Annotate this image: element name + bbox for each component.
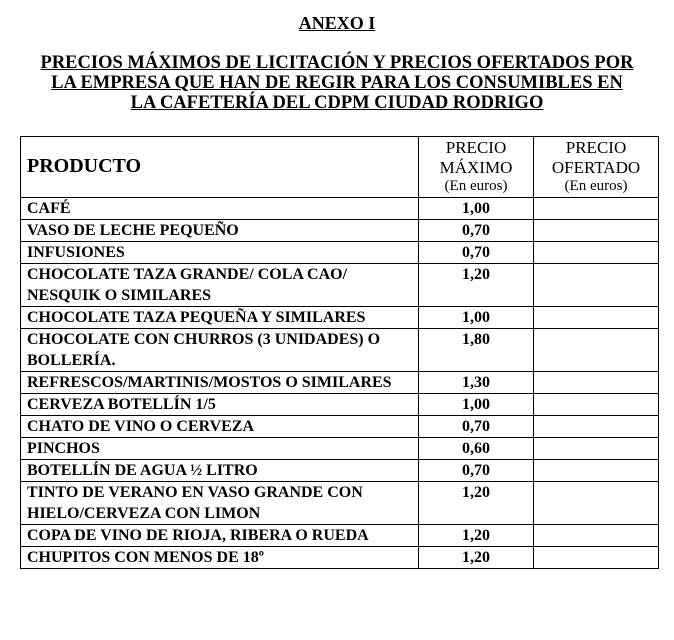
offered-price-cell[interactable] [534, 371, 659, 393]
max-price-cell: 1,00 [419, 393, 534, 415]
table-row [21, 328, 659, 371]
product-name-cell: PINCHOS [21, 437, 419, 459]
table-row [21, 415, 659, 437]
product-name-cell: REFRESCOS/MARTINIS/MOSTOS O SIMILARES [21, 371, 419, 393]
offered-price-cell[interactable] [534, 546, 659, 568]
heading-line: PRECIOS MÁXIMOS DE LICITACIÓN Y PRECIOS OFERTADOS POR [40, 53, 634, 73]
offered-price-cell[interactable] [534, 393, 659, 415]
product-name-cell: CHOCOLATE TAZA GRANDE/ COLA CAO/ NESQUIK O SIMILARES [21, 263, 419, 306]
table-row [21, 263, 659, 306]
annex-title: ANEXO I [298, 13, 376, 33]
product-name-cell: BOTELLÍN DE AGUA ½ LITRO [21, 459, 419, 481]
heading-line: LA EMPRESA QUE HAN DE REGIR PARA LOS CONSUMIBLES EN [51, 73, 623, 93]
product-name-cell: CHUPITOS CON MENOS DE 18º [21, 546, 419, 568]
table-row [21, 393, 659, 415]
product-name-cell: CAFÉ [21, 197, 419, 219]
max-price-cell: 0,70 [419, 219, 534, 241]
table-row [21, 524, 659, 546]
max-price-cell: 0,70 [419, 415, 534, 437]
price-table [20, 136, 659, 569]
product-name-cell: COPA DE VINO DE RIOJA, RIBERA O RUEDA [21, 524, 419, 546]
table-row [21, 241, 659, 263]
header-offered-price [534, 137, 659, 198]
max-price-cell: 1,20 [419, 546, 534, 568]
header-offered-price-line: PRECIO [565, 138, 627, 157]
table-row [21, 219, 659, 241]
offered-price-cell[interactable] [534, 306, 659, 328]
offered-price-cell[interactable] [534, 197, 659, 219]
max-price-cell: 1,00 [419, 197, 534, 219]
table-header-row [21, 137, 659, 198]
table-row [21, 197, 659, 219]
heading-line: LA CAFETERÍA DEL CDPM CIUDAD RODRIGO [130, 93, 544, 113]
offered-price-cell[interactable] [534, 263, 659, 306]
header-offered-price-line: OFERTADO [551, 157, 641, 177]
offered-price-cell[interactable] [534, 437, 659, 459]
header-max-price-line: PRECIO [445, 138, 507, 157]
header-max-price-line: MÁXIMO [439, 157, 513, 177]
offered-price-cell[interactable] [534, 328, 659, 371]
table-row [21, 306, 659, 328]
max-price-cell: 1,20 [419, 481, 534, 524]
max-price-cell: 0,60 [419, 437, 534, 459]
product-name-cell: CHATO DE VINO O CERVEZA [21, 415, 419, 437]
table-row [21, 437, 659, 459]
max-price-cell: 0,70 [419, 459, 534, 481]
product-name-cell: TINTO DE VERANO EN VASO GRANDE CON HIELO/CERVEZA CON LIMON [21, 481, 419, 524]
product-name-cell: CERVEZA BOTELLÍN 1/5 [21, 393, 419, 415]
table-row [21, 459, 659, 481]
max-price-cell: 0,70 [419, 241, 534, 263]
offered-price-cell[interactable] [534, 219, 659, 241]
table-row [21, 546, 659, 568]
table-row [21, 481, 659, 524]
header-product: PRODUCTO [21, 137, 419, 198]
offered-price-cell[interactable] [534, 524, 659, 546]
product-name-cell: CHOCOLATE TAZA PEQUEÑA Y SIMILARES [21, 306, 419, 328]
table-row [21, 371, 659, 393]
max-price-cell: 1,00 [419, 306, 534, 328]
header-offered-price-unit: (En euros) [564, 178, 628, 194]
header-max-price-unit: (En euros) [444, 178, 508, 194]
max-price-cell: 1,20 [419, 263, 534, 306]
max-price-cell: 1,30 [419, 371, 534, 393]
max-price-cell: 1,80 [419, 328, 534, 371]
document-heading [10, 53, 664, 113]
offered-price-cell[interactable] [534, 241, 659, 263]
offered-price-cell[interactable] [534, 415, 659, 437]
offered-price-cell[interactable] [534, 481, 659, 524]
product-name-cell: VASO DE LECHE PEQUEÑO [21, 219, 419, 241]
product-name-cell: CHOCOLATE CON CHURROS (3 UNIDADES) O BOLLERÍA. [21, 328, 419, 371]
max-price-cell: 1,20 [419, 524, 534, 546]
header-max-price [419, 137, 534, 198]
product-name-cell: INFUSIONES [21, 241, 419, 263]
offered-price-cell[interactable] [534, 459, 659, 481]
